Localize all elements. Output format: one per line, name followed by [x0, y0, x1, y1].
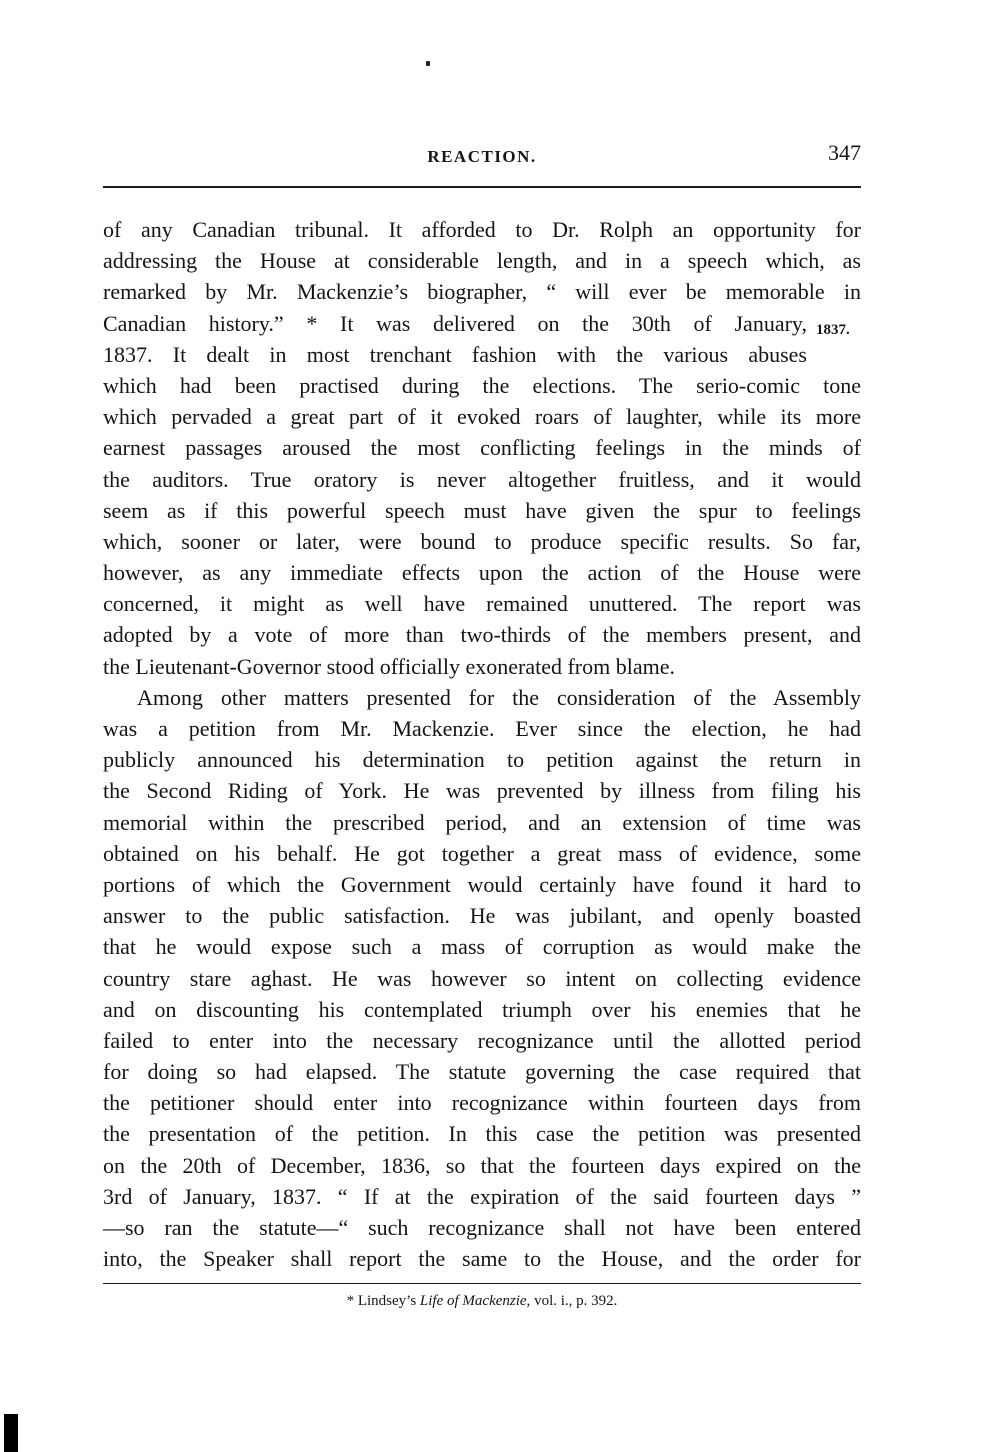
text-line: publicly announced his determination to petition against the return in	[103, 747, 861, 773]
text-line: was a petition from Mr. Mackenzie. Ever since the election, he had	[103, 716, 861, 741]
text-line: concerned, it might as well have remained unuttered. The report was	[103, 591, 861, 617]
text-line: answer to the public satisfaction. He was jubilant, and openly boasted	[103, 903, 861, 929]
text-line: memorial within the prescribed period, and an extension of time was	[103, 809, 861, 835]
text-line: into, the Speaker shall report the same to the House, and the order for	[103, 1246, 861, 1272]
text-line: remarked by Mr. Mackenzie’s biographer, “ will ever be memorable in	[103, 279, 861, 305]
text-line: of any Canadian tribunal. It afforded to Dr. Rolph an opportunity for	[103, 217, 861, 242]
text-line: failed to enter into the necessary recognizance until the allotted period	[103, 1027, 861, 1053]
text-line: the presentation of the petition. In this case the petition was presented	[103, 1121, 861, 1147]
text-line: Canadian history.” * It was delivered on the 30th of January,	[103, 310, 807, 336]
text-line: however, as any immediate effects upon the action of the House were	[103, 560, 861, 586]
text-line: that he would expose such a mass of corruption as would make the	[103, 934, 861, 960]
footnote-rule	[103, 1283, 861, 1284]
text-line: addressing the House at considerable length, and in a speech which, as	[103, 248, 861, 274]
body-text	[103, 214, 861, 1274]
text-line: and on discounting his contemplated triumph over his enemies that he	[103, 996, 861, 1022]
text-line: adopted by a vote of more than two-thirds of the members present, and	[103, 622, 861, 648]
text-line: which, sooner or later, were bound to produce specific results. So far,	[103, 528, 861, 554]
text-line: for doing so had elapsed. The statute governing the case required that	[103, 1059, 861, 1085]
text-line: the Second Riding of York. He was prevented by illness from filing his	[103, 778, 861, 804]
text-line: country stare aghast. He was however so intent on collecting evidence	[103, 965, 861, 991]
text-line: the auditors. True oratory is never altogether fruitless, and it would	[103, 466, 861, 492]
margin-date-note: 1837.	[816, 322, 850, 338]
running-title: REACTION.	[427, 147, 537, 166]
scan-edge-mark	[4, 1414, 18, 1452]
text-line: —so ran the statute—“ such recognizance shall not have been entered	[103, 1215, 861, 1240]
text-line: 3rd of January, 1837. “ If at the expiration of the said fourteen days ”	[103, 1183, 861, 1209]
text-line: on the 20th of December, 1836, so that the fourteen days expired on the	[103, 1152, 861, 1178]
text-line: seem as if this powerful speech must have given the spur to feelings	[103, 497, 861, 523]
text-line: which had been practised during the elections. The serio-comic tone	[103, 372, 861, 398]
ink-speck	[426, 61, 430, 66]
header-rule	[103, 186, 861, 188]
footnote-reference: vol. i., p. 392.	[530, 1293, 618, 1309]
page-number: 347	[828, 140, 861, 165]
text-line: the Lieutenant-Governor stood officially exonerated from blame.	[103, 653, 675, 679]
text-line: which pervaded a great part of it evoked roars of laughter, while its more	[103, 404, 861, 430]
footnote-lead: * Lindsey’s	[346, 1293, 420, 1309]
text-line: portions of which the Government would certainly have found it hard to	[103, 871, 861, 897]
text-line: 1837. It dealt in most trenchant fashion with the various abuses	[103, 341, 807, 367]
text-line: Among other matters presented for the consideration of the Assembly	[137, 684, 861, 710]
text-line: the petitioner should enter into recognizance within fourteen days from	[103, 1090, 861, 1116]
running-head	[103, 140, 861, 170]
text-line: obtained on his behalf. He got together a great mass of evidence, some	[103, 840, 861, 866]
footnote-book-title: Life of Mackenzie,	[419, 1293, 531, 1309]
footnote	[103, 1293, 861, 1310]
text-line: earnest passages aroused the most conflicting feelings in the minds of	[103, 435, 861, 461]
